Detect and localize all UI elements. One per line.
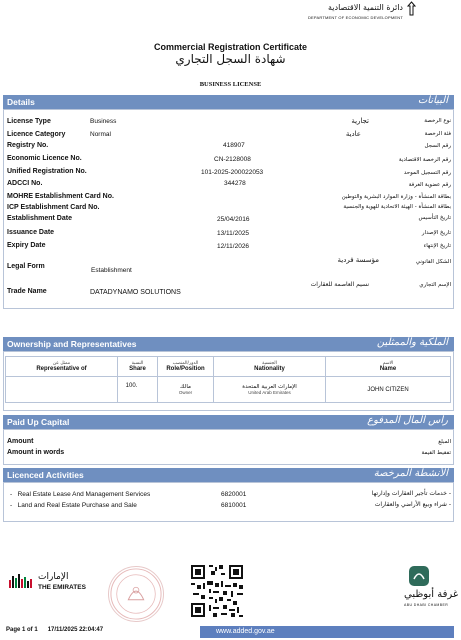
unified-registration-value: 101-2025-200022053 [201,169,264,176]
department-name-en: DEPARTMENT OF ECONOMIC DEVELOPMENT [307,15,403,20]
official-seal-icon [108,566,164,622]
cell-name: JOHN CITIZEN [326,377,451,403]
cell-representative-of [6,377,118,403]
header-representative-of: ممثل عن Representative of [6,357,118,377]
activities-section-header [3,468,454,482]
ownership-title-en: Ownership and Representatives [7,339,137,349]
list-item: - Real Estate Lease And Management Services [10,491,151,498]
license-type-label-ar: نوع الرخصة [424,118,451,124]
cell-role: مالك Owner [158,377,214,403]
ownership-table [5,356,451,403]
registry-no-value: 418907 [223,142,245,149]
qr-code-icon [189,563,245,619]
emirates-en: THE EMIRATES [38,584,86,591]
unified-registration-label: Unified Registration No. [7,168,87,175]
cell-nationality: الإمارات العربية المتحدة United Arab Emirates [214,377,326,403]
chamber-name-ar: غرفة أبوظبي [404,589,459,600]
issuance-date-label-ar: تاريخ الإصدار [421,230,451,236]
department-logo [307,3,403,25]
adcci-no-value: 344278 [224,180,246,187]
emirates-ar: الإمارات [38,572,69,582]
registry-no-label-ar: رقم السجل [424,143,451,149]
icp-card-label-ar: بطاقة المنشأة - الهيئة الاتحادية للهوية والجنسية [343,204,451,210]
licence-category-label-ar: فئة الرخصة [424,131,451,137]
details-title-ar: البيانات [417,95,448,106]
economic-licence-label: Economic Licence No. [7,155,82,162]
issuance-date-value: 13/11/2025 [217,230,250,237]
the-emirates-logo [8,570,86,594]
legal-form-label: Legal Form [7,263,45,270]
amount-in-words-label-ar: تفقيط القيمة [421,450,451,456]
trade-name-label-ar: الإسم التجاري [419,282,451,288]
activities-title-ar: الأنشطة المرخصة [373,468,448,479]
license-type-value-ar: تجارية [351,117,369,125]
licence-category-value: Normal [90,131,111,138]
license-type-label: License Type [7,118,51,125]
trade-name-value: DATADYNAMO SOLUTIONS [90,289,181,296]
capital-panel [3,429,454,465]
business-license-subtitle: BUSINESS LICENSE [199,81,262,88]
licence-category-label: Licence Category [7,131,66,138]
amount-label-ar: المبلغ [438,439,451,445]
details-title-en: Details [7,97,35,107]
trade-name-label: Trade Name [7,288,47,295]
department-name-ar: دائرة التنمية الاقتصادية [328,3,403,12]
ownership-header-row [6,357,451,377]
adcci-no-label-ar: رقم عضوية الغرفة [408,182,451,188]
header-name: الاسم Name [326,357,451,377]
activity-name-ar: - خدمات تأجير العقارات وإدارتها [371,490,451,497]
licence-category-value-ar: عادية [345,130,361,138]
print-timestamp: 17/11/2025 22:04:47 [47,627,104,633]
icp-card-label: ICP Establishment Card No. [7,204,100,211]
expiry-date-value: 12/11/2026 [217,243,250,250]
certificate-title-en: Commercial Registration Certificate [153,42,308,52]
mohre-card-label-ar: بطاقة المنشأة - وزارة الموارد البشرية والتوطين [341,194,451,200]
economic-licence-label-ar: رقم الرخصة الاقتصادية [398,157,451,163]
legal-form-label-ar: الشكل القانوني [415,259,451,265]
capital-title-ar: رأس المال المدفوع [367,415,448,426]
website-link[interactable]: www.added.gov.ae [216,628,275,635]
adcci-no-label: ADCCI No. [7,180,43,187]
amount-in-words-label: Amount in words [7,449,65,456]
establishment-date-label-ar: تاريخ التأسيس [418,215,451,221]
emblem-icon [406,1,417,17]
expiry-date-label: Expiry Date [7,242,46,249]
establishment-date-value: 25/04/2016 [217,216,250,223]
capital-section-header [3,415,454,429]
header-role: الدور/المنصب Role/Position [158,357,214,377]
mohre-card-label: MOHRE Establishment Card No. [7,193,114,200]
activities-title-en: Licenced Activities [7,470,84,480]
unified-registration-label-ar: رقم التسجيل الموحد [403,170,451,176]
ownership-title-ar: الملكية والممثلين [376,337,448,348]
legal-form-value: Establishment [91,267,132,274]
legal-form-value-ar: مؤسسة فردية [337,256,379,264]
activity-name-ar: - شراء وبيع الأراضي والعقارات [374,501,451,508]
ownership-section-header [3,337,454,351]
issuance-date-label: Issuance Date [7,229,55,236]
activity-code: 6820001 [221,491,247,498]
activity-code: 6810001 [221,502,247,509]
table-row [6,377,451,403]
expiry-date-label-ar: تاريخ الإنتهاء [423,243,451,249]
economic-licence-value: CN-2128008 [214,156,251,163]
capital-title-en: Paid Up Capital [7,417,70,427]
registry-no-label: Registry No. [7,142,49,149]
license-type-value: Business [90,118,117,125]
header-nationality: الجنسية Nationality [214,357,326,377]
header-share: النسبة Share [118,357,158,377]
amount-label: Amount [7,438,34,445]
cell-share: 100. [118,377,158,403]
trade-name-value-ar: نسيم العاصمة للعقارات [310,281,369,288]
abu-dhabi-chamber-logo [404,565,459,620]
chamber-mark-icon [408,565,430,587]
certificate-title-ar: شهادة السجل التجاري [175,52,286,66]
establishment-date-label: Establishment Date [7,215,72,222]
chamber-name-en: ABU DHABI CHAMBER [404,603,449,607]
list-item: - Land and Real Estate Purchase and Sale [10,502,137,509]
details-section-header [3,95,454,109]
page-indicator: Page 1 of 1 17/11/2025 22:04:47 [6,627,104,633]
emirates-mark-icon [8,574,36,588]
website-bar [200,626,454,638]
